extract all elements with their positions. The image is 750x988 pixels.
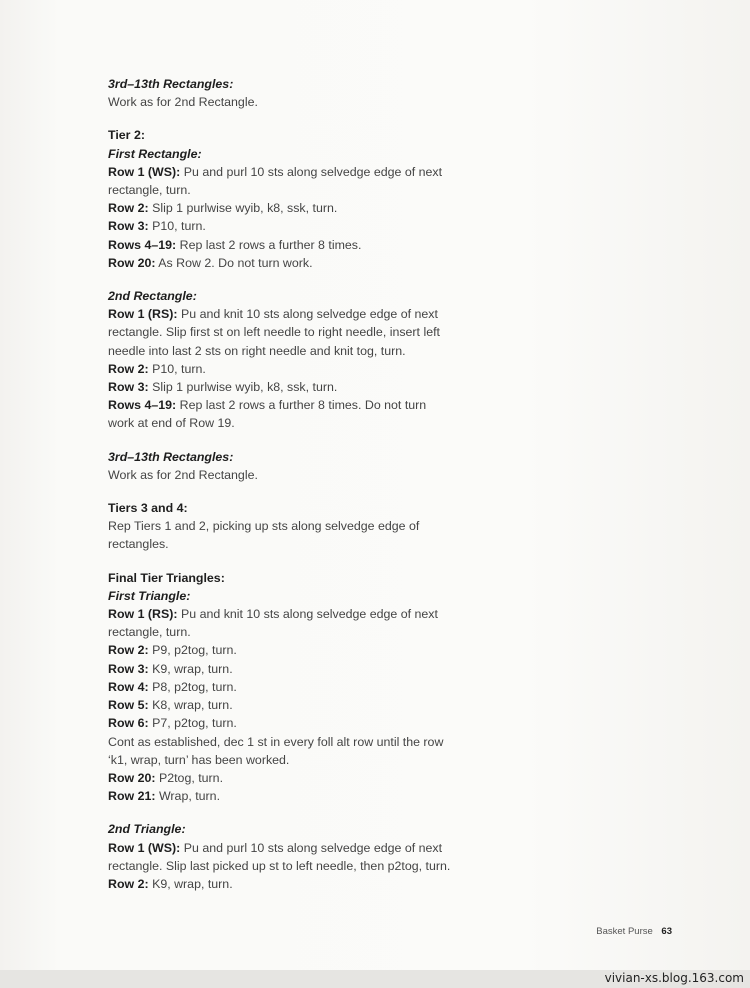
row-text: Rep last 2 rows a further 8 times. (176, 237, 362, 252)
row-text: P2tog, turn. (155, 770, 224, 785)
row-label: Row 3: (108, 380, 149, 395)
section-heading: 3rd–13th Rectangles: (108, 77, 234, 91)
instruction-line (108, 751, 508, 769)
instruction-line (108, 360, 508, 378)
row-label: Rows 4–19: (108, 398, 177, 413)
row-text: rectangle, turn. (108, 183, 191, 198)
row-label: Row 4: (108, 679, 149, 694)
instruction-line (108, 305, 508, 323)
instruction-line (108, 396, 508, 414)
instruction-line (108, 714, 508, 732)
instruction-line (108, 93, 508, 111)
instruction-line (108, 605, 508, 623)
instruction-line (108, 839, 508, 857)
row-text: Pu and knit 10 sts along selvedge edge of next (177, 607, 438, 622)
instruction-line (108, 236, 508, 254)
row-text: K9, wrap, turn. (148, 661, 233, 676)
row-text: P7, p2tog, turn. (148, 716, 237, 731)
row-label: Row 1 (WS): (108, 164, 181, 179)
instruction-section (108, 569, 508, 806)
row-label: Rows 4–19: (108, 237, 177, 252)
row-label: Row 2: (108, 876, 149, 891)
row-text: Pu and purl 10 sts along selvedge edge of next (180, 164, 443, 179)
row-text: Pu and knit 10 sts along selvedge edge of next (177, 307, 438, 322)
row-text: Rep Tiers 1 and 2, picking up sts along selvedge edge of (108, 519, 420, 534)
instruction-line (108, 660, 508, 678)
row-text: rectangle. Slip first st on left needle to right needle, insert left (108, 325, 440, 340)
row-label: Row 2: (108, 643, 149, 658)
row-text: Rep last 2 rows a further 8 times. Do not turn (176, 398, 427, 413)
instruction-section (108, 448, 508, 484)
instruction-line (108, 769, 508, 787)
row-text: As Row 2. Do not turn work. (155, 255, 313, 270)
row-text: P10, turn. (148, 361, 206, 376)
row-label: Row 1 (RS): (108, 307, 178, 322)
row-text: rectangle. Slip last picked up st to left needle, then p2tog, turn. (108, 858, 451, 873)
section-heading: Final Tier Triangles: (108, 570, 225, 585)
row-text: Pu and purl 10 sts along selvedge edge of next (180, 840, 443, 855)
instruction-section (108, 126, 508, 272)
row-label: Row 3: (108, 219, 149, 234)
instruction-line (108, 623, 508, 641)
footer-title: Basket Purse (596, 926, 653, 937)
instruction-line (108, 641, 508, 659)
row-label: Row 6: (108, 716, 149, 731)
row-text: P9, p2tog, turn. (148, 643, 237, 658)
section-heading: Tier 2: (108, 128, 145, 143)
row-text: rectangle, turn. (108, 625, 191, 640)
row-label: Row 21: (108, 789, 156, 804)
instruction-line (108, 535, 508, 553)
row-text: P8, p2tog, turn. (148, 679, 237, 694)
instruction-line (108, 217, 508, 235)
instruction-line (108, 414, 508, 432)
instruction-section (108, 820, 508, 893)
instruction-line (108, 254, 508, 272)
row-text: Cont as established, dec 1 st in every foll alt row until the row (108, 734, 444, 749)
row-text: Wrap, turn. (155, 789, 221, 804)
instruction-line (108, 857, 508, 875)
row-text: ‘k1, wrap, turn’ has been worked. (108, 752, 290, 767)
row-text: P10, turn. (148, 219, 206, 234)
instruction-section (108, 75, 508, 111)
watermark-text: vivian-xs.blog.163.com (604, 971, 744, 985)
instruction-section (108, 499, 508, 554)
row-text: Slip 1 purlwise wyib, k8, ssk, turn. (148, 380, 338, 395)
row-label: Row 1 (WS): (108, 840, 181, 855)
row-text: K8, wrap, turn. (148, 698, 233, 713)
row-text: needle into last 2 sts on right needle and knit tog, turn. (108, 343, 406, 358)
instruction-line (108, 466, 508, 484)
instruction-section (108, 287, 508, 433)
section-subheading: First Triangle: (108, 588, 191, 603)
section-subheading: First Rectangle: (108, 146, 202, 161)
section-heading: 2nd Triangle: (108, 822, 186, 837)
section-heading: 2nd Rectangle: (108, 289, 197, 304)
instruction-line (108, 787, 508, 805)
instruction-line (108, 696, 508, 714)
row-label: Row 2: (108, 361, 149, 376)
section-heading: 3rd–13th Rectangles: (108, 449, 234, 464)
row-text: Slip 1 purlwise wyib, k8, ssk, turn. (148, 201, 338, 216)
instruction-line (108, 199, 508, 217)
row-label: Row 5: (108, 698, 149, 713)
row-text: Work as for 2nd Rectangle. (108, 95, 258, 110)
row-label: Row 20: (108, 770, 156, 785)
page-footer (596, 926, 672, 937)
row-text: rectangles. (108, 537, 169, 552)
instruction-line (108, 163, 508, 181)
row-label: Row 2: (108, 201, 149, 216)
instruction-line (108, 517, 508, 535)
section-heading: Tiers 3 and 4: (108, 501, 188, 516)
instruction-line (108, 323, 508, 341)
row-label: Row 3: (108, 661, 149, 676)
row-text: K9, wrap, turn. (148, 876, 233, 891)
instruction-line (108, 342, 508, 360)
row-text: Work as for 2nd Rectangle. (108, 467, 258, 482)
instruction-line (108, 733, 508, 751)
instruction-line (108, 678, 508, 696)
page-number: 63 (661, 926, 672, 937)
instruction-line (108, 875, 508, 893)
row-label: Row 1 (RS): (108, 607, 178, 622)
instruction-line (108, 181, 508, 199)
row-text: work at end of Row 19. (108, 416, 235, 431)
row-label: Row 20: (108, 255, 156, 270)
watermark-bar (0, 970, 750, 988)
instruction-line (108, 378, 508, 396)
pattern-instructions (108, 75, 508, 908)
